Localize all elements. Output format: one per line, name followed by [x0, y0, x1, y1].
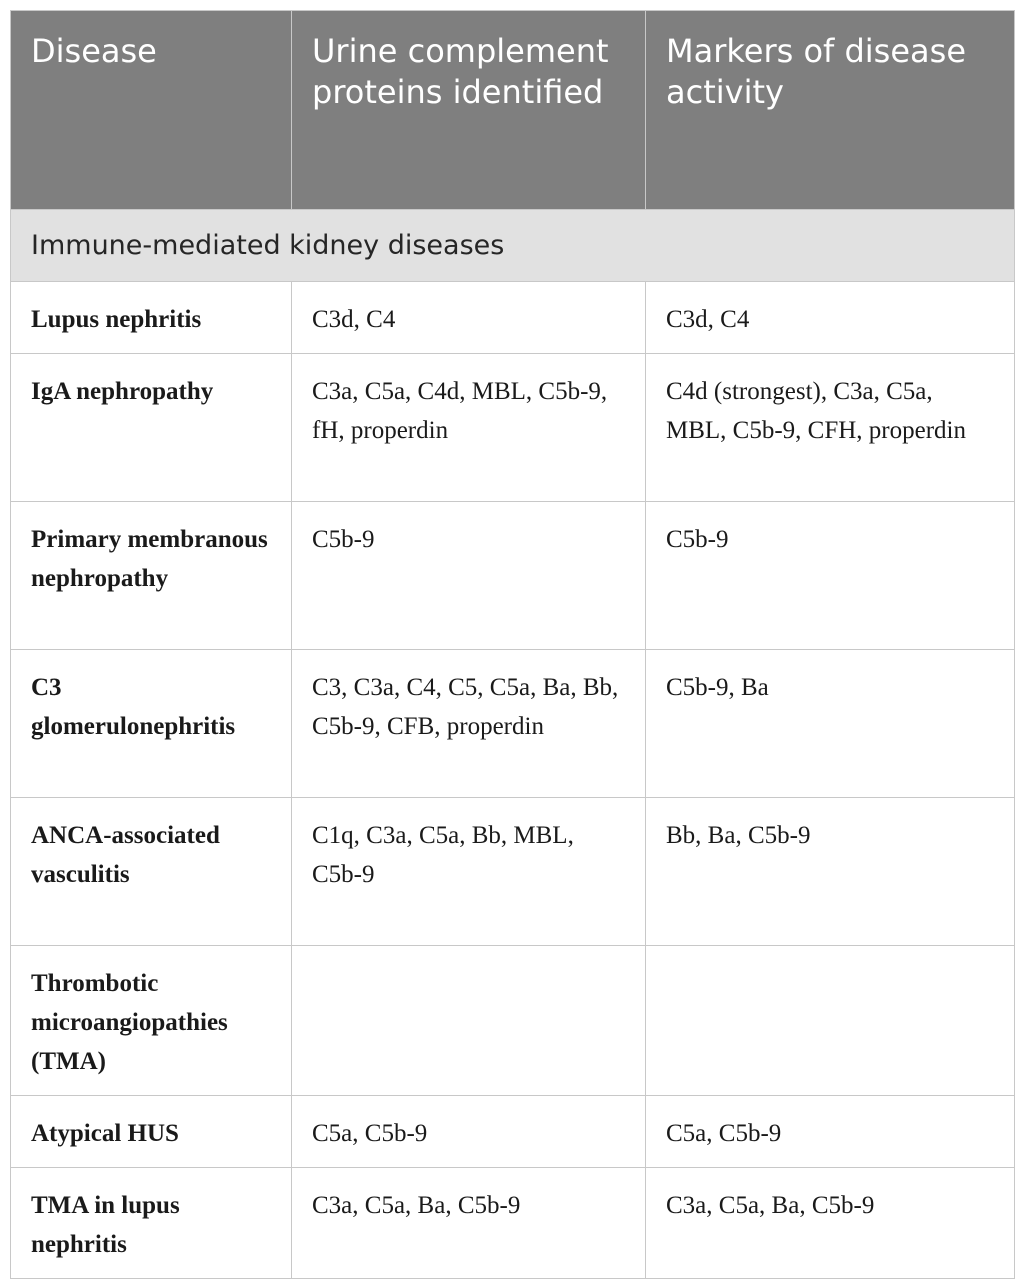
header-disease: Disease [11, 11, 292, 210]
markers-cell: C5b-9, Ba [646, 650, 1015, 798]
complement-table [10, 10, 1015, 1279]
disease-cell: C3 glomerulonephritis [11, 650, 292, 798]
urine-cell: C3d, C4 [292, 282, 646, 354]
header-row [11, 11, 1015, 210]
disease-cell: Atypical HUS [11, 1096, 292, 1168]
urine-cell: C3a, C5a, Ba, C5b-9 [292, 1168, 646, 1279]
markers-cell: C5a, C5b-9 [646, 1096, 1015, 1168]
disease-cell: Primary membranous nephropathy [11, 502, 292, 650]
header-activity-markers: Markers of disease activity [646, 11, 1015, 210]
disease-cell: Thrombotic microangiopathies (TMA) [11, 946, 292, 1096]
markers-cell: C4d (strongest), C3a, C5a, MBL, C5b-9, CFH, properdin [646, 354, 1015, 502]
urine-cell: C1q, C3a, C5a, Bb, MBL, C5b-9 [292, 798, 646, 946]
urine-cell: C5a, C5b-9 [292, 1096, 646, 1168]
section-row [11, 210, 1015, 282]
urine-cell: C3a, C5a, C4d, MBL, C5b-9, fH, properdin [292, 354, 646, 502]
table-row [11, 1168, 1015, 1279]
markers-cell: C5b-9 [646, 502, 1015, 650]
markers-cell [646, 946, 1015, 1096]
disease-cell: Lupus nephritis [11, 282, 292, 354]
table-row [11, 798, 1015, 946]
urine-cell: C5b-9 [292, 502, 646, 650]
markers-cell: C3d, C4 [646, 282, 1015, 354]
header-urine-proteins: Urine complement proteins identified [292, 11, 646, 210]
section-title: Immune-mediated kidney diseases [11, 210, 1015, 282]
markers-cell: Bb, Ba, C5b-9 [646, 798, 1015, 946]
table-row [11, 354, 1015, 502]
table-row [11, 282, 1015, 354]
table-row [11, 946, 1015, 1096]
disease-cell: IgA nephropathy [11, 354, 292, 502]
disease-cell: ANCA-associated vasculitis [11, 798, 292, 946]
table-row [11, 502, 1015, 650]
markers-cell: C3a, C5a, Ba, C5b-9 [646, 1168, 1015, 1279]
table-row [11, 650, 1015, 798]
table-row [11, 1096, 1015, 1168]
disease-cell: TMA in lupus nephritis [11, 1168, 292, 1279]
urine-cell [292, 946, 646, 1096]
urine-cell: C3, C3a, C4, C5, C5a, Ba, Bb, C5b-9, CFB, properdin [292, 650, 646, 798]
